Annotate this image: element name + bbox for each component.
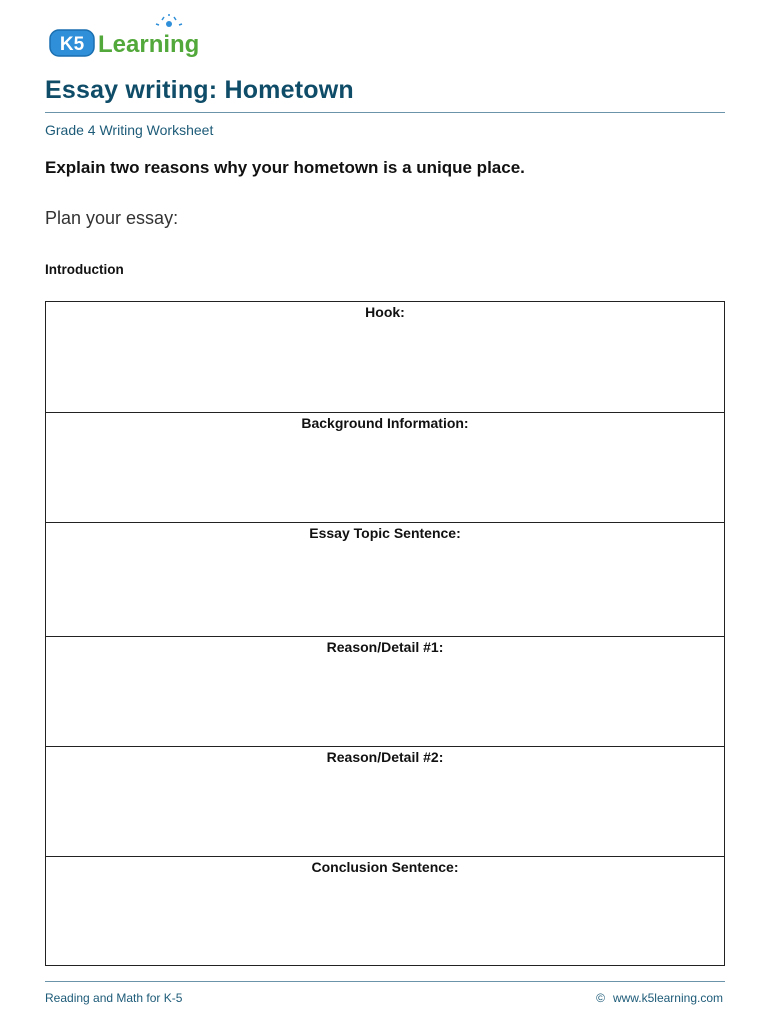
essay-topic-sentence-label: Essay Topic Sentence: [309,525,461,541]
essay-prompt: Explain two reasons why your hometown is a unique place. [45,158,525,177]
footer-divider [45,981,725,982]
footer-website [596,991,723,1005]
background-information-label: Background Information: [301,415,469,431]
plan-label: Plan your essay: [45,208,179,228]
worksheet-title: Essay writing: Hometown [45,76,354,104]
essay-topic-sentence-row[interactable] [46,523,724,637]
copyright-icon: © [596,991,605,1005]
reason-detail-2-row[interactable] [46,747,724,857]
hook-label: Hook: [365,304,405,320]
worksheet-subtitle: Grade 4 Writing Worksheet [45,122,214,138]
logo-figure-icon [156,14,182,27]
background-information-row[interactable] [46,413,724,523]
header-divider [45,112,725,113]
reason-detail-1-label: Reason/Detail #1: [326,639,444,655]
section-heading-introduction: Introduction [45,262,124,277]
logo-learning-text: Learning [98,31,200,58]
k5-learning-logo [48,14,210,60]
conclusion-sentence-row[interactable] [46,857,724,965]
k5-learning-logo-graphic [48,14,210,60]
reason-detail-2-label: Reason/Detail #2: [326,749,444,765]
conclusion-sentence-label: Conclusion Sentence: [311,859,459,875]
footer-website-link[interactable]: www.k5learning.com [612,991,723,1005]
reason-detail-1-row[interactable] [46,637,724,747]
logo-k5-text: K5 [59,34,85,55]
footer-tagline: Reading and Math for K-5 [45,991,183,1005]
hook-row[interactable] [46,302,724,413]
essay-plan-table [45,301,725,966]
